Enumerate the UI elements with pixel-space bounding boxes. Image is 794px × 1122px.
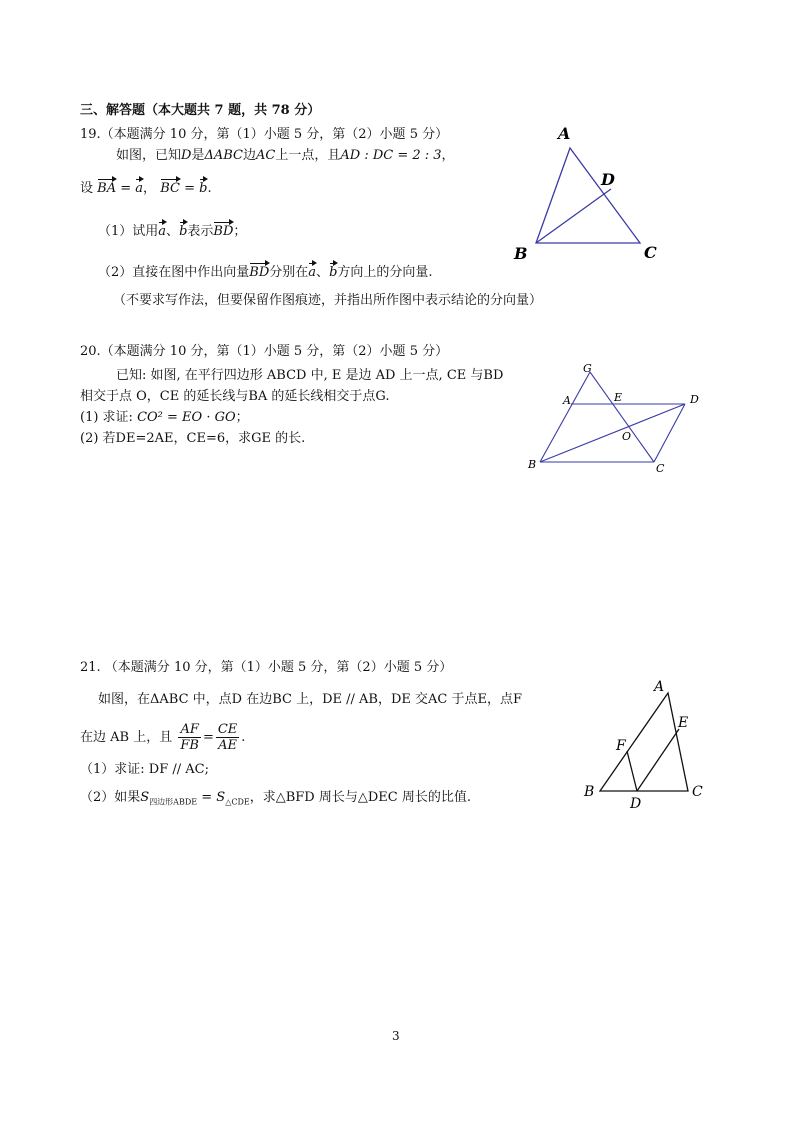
q21-part2-end: ，求△BFD 周长与△DEC 周长的比值. bbox=[249, 790, 471, 805]
vector-b: b bbox=[179, 224, 188, 239]
label-b: B bbox=[514, 244, 528, 263]
fraction-ce-ae bbox=[216, 722, 239, 753]
segment-bd bbox=[540, 404, 685, 462]
q20-part2: (2) 若DE=2AE，CE=6，求GE 的长. bbox=[80, 431, 306, 446]
q19-stem-prefix: 如图，已知 bbox=[116, 148, 182, 163]
label-a: A bbox=[654, 679, 665, 695]
q20-header: 20.（本题满分 10 分，第（1）小题 5 分，第（2）小题 5 分） bbox=[80, 344, 449, 359]
fraction-af-fb bbox=[178, 722, 201, 753]
q19-part2-label: （2）直接在图中作出向量 bbox=[98, 265, 250, 280]
vector-ba: BA bbox=[97, 181, 117, 196]
segment-bd bbox=[536, 189, 611, 243]
fraction-fb-denominator: FB bbox=[180, 738, 199, 753]
q19-part2-mid: 分别在 bbox=[269, 265, 309, 280]
q19-stem-end: 上一点，且 bbox=[275, 148, 341, 163]
page-number: 3 bbox=[392, 1029, 400, 1043]
area-subscript-quadrilateral: 四边形ABDE bbox=[149, 797, 198, 807]
label-c: C bbox=[692, 784, 703, 800]
triangle-abc bbox=[600, 693, 688, 791]
q19-part1-label: （1）试用 bbox=[98, 224, 159, 239]
q19-eq-b: = bbox=[179, 181, 200, 196]
label-d: D bbox=[601, 170, 615, 189]
label-c: C bbox=[644, 243, 657, 262]
label-b: B bbox=[584, 784, 595, 800]
q19-stem-triangle: ΔABC bbox=[204, 148, 243, 163]
q19-stem-ac: AC bbox=[256, 148, 276, 163]
q21-line2-end: . bbox=[241, 730, 246, 745]
area-symbol-s: S bbox=[140, 790, 150, 805]
fraction-ae-denominator: AE bbox=[218, 738, 237, 753]
q19-part1-mid: 表示 bbox=[187, 224, 214, 239]
q19-part2-sep: 、 bbox=[316, 265, 330, 280]
q20-line1: 已知: 如图, 在平行四边形 ABCD 中, E 是边 AD 上一点, CE 与BD bbox=[116, 368, 504, 383]
label-d: D bbox=[690, 393, 699, 406]
q19-stem-mid: 是 bbox=[191, 148, 205, 163]
q21-equals: = bbox=[202, 730, 214, 745]
label-b: B bbox=[528, 458, 537, 471]
q21-part2-equals: = bbox=[197, 790, 217, 805]
vector-bc: BC bbox=[160, 181, 180, 196]
q19-stem-d: D bbox=[181, 148, 192, 163]
label-g: G bbox=[583, 362, 592, 375]
vector-bd: BD bbox=[213, 224, 234, 239]
q19-set-label: 设 bbox=[80, 181, 94, 196]
label-a: A bbox=[563, 394, 571, 407]
label-d: D bbox=[630, 796, 642, 812]
q20-part1-label: (1) 求证: bbox=[80, 410, 133, 425]
fraction-ce-numerator: CE bbox=[217, 722, 238, 737]
q19-part1-sep: 、 bbox=[166, 224, 180, 239]
q19-triangle-figure bbox=[500, 118, 670, 268]
q19-stem-edge: 边 bbox=[243, 148, 257, 163]
q19-part2-end: 方向上的分向量. bbox=[337, 265, 433, 280]
segment-de bbox=[637, 729, 679, 791]
fraction-af-numerator: AF bbox=[178, 722, 201, 738]
q20-line2: 相交于点 O，CE 的延长线与BA 的延长线相交于点G. bbox=[80, 389, 390, 404]
q19-setup bbox=[80, 180, 212, 198]
label-a: A bbox=[558, 124, 571, 143]
segment-df bbox=[627, 751, 637, 791]
q19-ratio: AD : DC = 2 : 3 bbox=[340, 148, 442, 163]
segment-gc bbox=[590, 372, 654, 462]
q19-part1-end: ； bbox=[233, 224, 247, 239]
q19-stem bbox=[116, 147, 455, 165]
q20-parallelogram-figure bbox=[520, 360, 720, 480]
vector-b: b bbox=[329, 265, 338, 280]
q21-part2-label: （2）如果 bbox=[80, 790, 141, 805]
q19-header: 19.（本题满分 10 分，第（1）小题 5 分，第（2）小题 5 分） bbox=[80, 127, 449, 142]
triangle-abc bbox=[536, 148, 640, 243]
vector-a: a bbox=[308, 265, 317, 280]
label-c: C bbox=[656, 462, 665, 475]
q19-part2 bbox=[98, 264, 433, 282]
label-e: E bbox=[678, 715, 689, 731]
segment-dc bbox=[654, 404, 685, 462]
q21-triangle-figure bbox=[575, 675, 715, 815]
q21-header: 21. （本题满分 10 分，第（1）小题 5 分，第（2）小题 5 分） bbox=[80, 660, 453, 675]
vector-a: a bbox=[158, 224, 167, 239]
q19-period: . bbox=[207, 181, 212, 196]
q21-line2-prefix: 在边 AB 上，且 bbox=[80, 730, 173, 745]
vector-bd: BD bbox=[249, 265, 270, 280]
label-e: E bbox=[614, 391, 623, 404]
q19-comma: ， bbox=[143, 181, 157, 196]
q21-line1: 如图，在ΔABC 中，点D 在边BC 上，DE // AB，DE 交AC 于点E，点F bbox=[98, 692, 522, 707]
vector-b: b bbox=[199, 181, 208, 196]
q19-note: （不要求写作法，但要保留作图痕迹，并指出所作图中表示结论的分向量） bbox=[113, 293, 543, 308]
q21-part2 bbox=[80, 789, 471, 812]
q20-part1-end: ； bbox=[235, 410, 249, 425]
q21-part1: （1）求证: DF // AC; bbox=[80, 762, 209, 777]
q21-line2 bbox=[80, 722, 245, 754]
q19-part1 bbox=[98, 223, 246, 241]
label-o: O bbox=[622, 430, 632, 443]
vector-a: a bbox=[135, 181, 144, 196]
area-symbol-s: S bbox=[216, 790, 226, 805]
section-heading: 三、解答题（本大题共 7 题，共 78 分） bbox=[80, 103, 321, 118]
label-f: F bbox=[616, 738, 626, 754]
segment-gb bbox=[540, 372, 590, 462]
area-subscript-triangle: △CDE bbox=[225, 797, 250, 807]
q20-part1-expr: CO² = EO · GO bbox=[137, 410, 236, 425]
q19-eq-a: = bbox=[116, 181, 136, 196]
q20-part1 bbox=[80, 409, 249, 427]
q19-stem-tail: ， bbox=[441, 148, 455, 163]
